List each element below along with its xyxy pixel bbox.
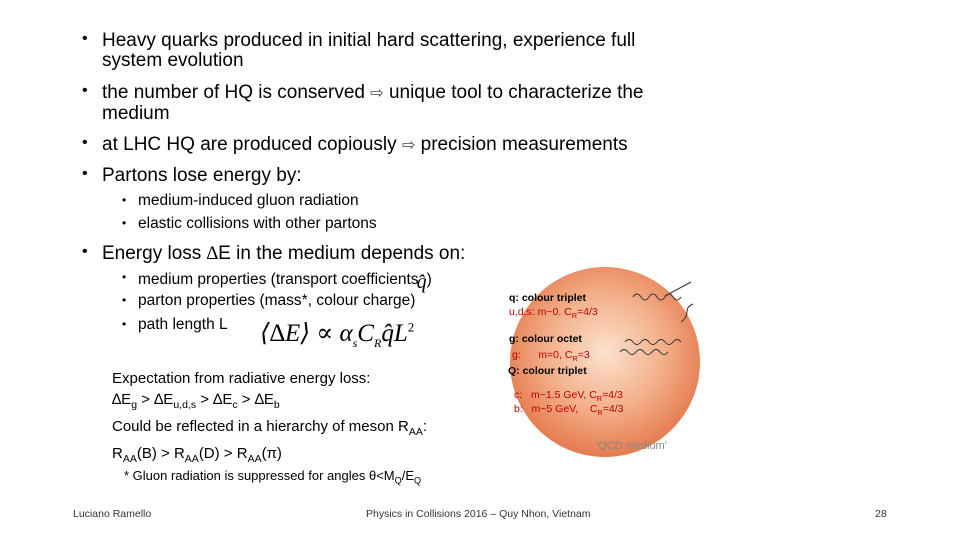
figure-c-row-r: R	[596, 394, 603, 404]
figure-g-sub-val: =3	[577, 349, 590, 361]
bullet-3-text-b: precision measurements	[420, 134, 628, 155]
figure-g-sub-b: m=0, C	[538, 349, 573, 361]
quark-line	[665, 282, 691, 296]
exp-line4-s2: AA	[184, 453, 199, 465]
figure-b-row-a: b:	[514, 403, 523, 415]
energy-loss-prefix: Energy loss	[102, 243, 207, 264]
q-hat-symbol: q̂	[416, 271, 427, 293]
exp-line3-b: :	[422, 418, 428, 435]
bullet-1	[102, 31, 635, 71]
footnote	[124, 468, 421, 486]
exp-sub-g: g	[131, 399, 138, 411]
figure-heavy-q-label: Q: colour triplet	[508, 365, 587, 377]
exp-sub-uds: u,d,s	[173, 399, 197, 411]
footnote-s2: Q	[414, 475, 422, 486]
bullet-dot: •	[122, 270, 127, 284]
figure-c-row-a: c:	[514, 389, 523, 401]
formula-c: C	[357, 320, 374, 347]
bullet-3	[102, 135, 628, 156]
figure-q-sub	[509, 306, 598, 320]
figure-g-sub	[512, 349, 590, 363]
figure-g-sub-a: g:	[512, 349, 521, 361]
bullet-2	[102, 83, 644, 124]
footnote-s1: Q	[394, 475, 402, 486]
exp-line3-sub: AA	[408, 426, 423, 438]
expectation-line2	[112, 389, 427, 416]
arrow-right-icon: ⇨	[401, 137, 416, 154]
sub-bullet-3-text: medium properties (transport coefficients	[138, 271, 419, 288]
figure-b-row-b: m~5 GeV,	[531, 403, 579, 415]
bullet-dot: •	[122, 317, 127, 331]
bullet-dot: •	[122, 293, 127, 307]
expectation-block	[112, 368, 427, 470]
figure-q-sub-val: =4/3	[577, 306, 598, 318]
exp-sub-c: c	[232, 399, 238, 411]
footer-author: Luciano Ramello	[73, 508, 152, 520]
bullet-dot: •	[82, 30, 88, 47]
figure-b-row-r: R	[597, 408, 603, 418]
sub-bullet-4: parton properties (mass*, colour charge)	[138, 292, 416, 309]
footer-conference: Physics in Collisions 2016 – Quy Nhon, Vietnam	[366, 508, 591, 520]
formula-r-sub: R	[373, 336, 382, 350]
bullet-dot: •	[82, 243, 88, 260]
figure-b-row-val: =4/3	[602, 403, 624, 415]
figure-c-row-b: m~1.5 GeV, C	[530, 389, 597, 401]
arrow-right-icon: ⇨	[370, 85, 384, 102]
figure-b-row	[514, 403, 623, 417]
bullet-1-line1: Heavy quarks produced in initial hard scattering, experience full	[102, 30, 636, 51]
formula-ql: q̂L	[381, 320, 408, 347]
exp-line3-a: Could be reflected in a hierarchy of meson R	[112, 418, 409, 435]
sub-bullet-2: elastic collisions with other partons	[138, 215, 377, 232]
expectation-line3	[112, 416, 427, 443]
bullet-1-line2: system evolution	[102, 50, 244, 71]
figure-q-sub-text: u,d,s: m~0. C	[509, 306, 572, 318]
exp-dE-g: ∆E	[112, 391, 132, 408]
sub-bullet-3	[138, 269, 432, 293]
figure-q-label: q: colour triplet	[509, 292, 586, 304]
figure-c-row-val: =4/3	[602, 389, 623, 401]
bullet-4: Partons lose energy by:	[102, 165, 302, 186]
figure-medium-label: 'QCD medium'	[596, 440, 667, 452]
bullet-3-text-a: at LHC HQ are produced copiously	[102, 134, 397, 155]
figure-c-row	[514, 389, 623, 403]
bullet-2-line2: medium	[102, 103, 170, 124]
figure-q-sub-r: R	[571, 311, 578, 321]
expectation-line1: Expectation from radiative energy loss:	[112, 370, 371, 387]
exp-line4-d: (π)	[261, 445, 282, 462]
bullet-dot: •	[122, 193, 127, 207]
figure-b-row-c: C	[589, 403, 598, 415]
sub-bullet-3-close: )	[426, 271, 432, 288]
energy-loss-formula	[260, 318, 414, 351]
exp-line4-s1: AA	[122, 453, 137, 465]
formula-lhs: ⟨∆E⟩ ∝ α	[260, 320, 353, 347]
energy-loss-suffix: E in the medium depends on:	[218, 243, 466, 264]
exp-dE-b: > ∆E	[237, 391, 274, 408]
page-number: 28	[875, 508, 887, 520]
figure-g-sub-r: R	[572, 354, 578, 364]
exp-dE-uds: > ∆E	[137, 391, 174, 408]
exp-line4-b: (B) > R	[136, 445, 185, 462]
expectation-line4	[112, 443, 427, 470]
bullet-5	[102, 244, 465, 264]
sub-bullet-1: medium-induced gluon radiation	[138, 192, 359, 209]
bullet-dot: •	[82, 82, 88, 99]
exp-line4-a: R	[112, 445, 123, 462]
footnote-b: /E	[401, 468, 415, 483]
bullet-dot: •	[122, 216, 127, 230]
figure-g-label: g: colour octet	[509, 333, 582, 345]
exp-sub-b: b	[273, 399, 280, 411]
sub-bullet-5: path length L	[138, 316, 228, 333]
formula-exp: 2	[407, 319, 415, 335]
delta-symbol: ∆	[206, 243, 219, 264]
formula-s-sub: s	[352, 336, 358, 350]
exp-line4-c: (D) > R	[198, 445, 248, 462]
bullet-dot: •	[82, 165, 88, 182]
footnote-a: * Gluon radiation is suppressed for angles θ<M	[124, 468, 395, 483]
exp-line4-s3: AA	[247, 453, 262, 465]
bullet-2-text-a: the number of HQ is conserved	[102, 82, 365, 103]
exp-dE-c: > ∆E	[196, 391, 233, 408]
bullet-dot: •	[82, 134, 88, 151]
bullet-2-text-b: unique tool to characterize the	[388, 82, 644, 103]
